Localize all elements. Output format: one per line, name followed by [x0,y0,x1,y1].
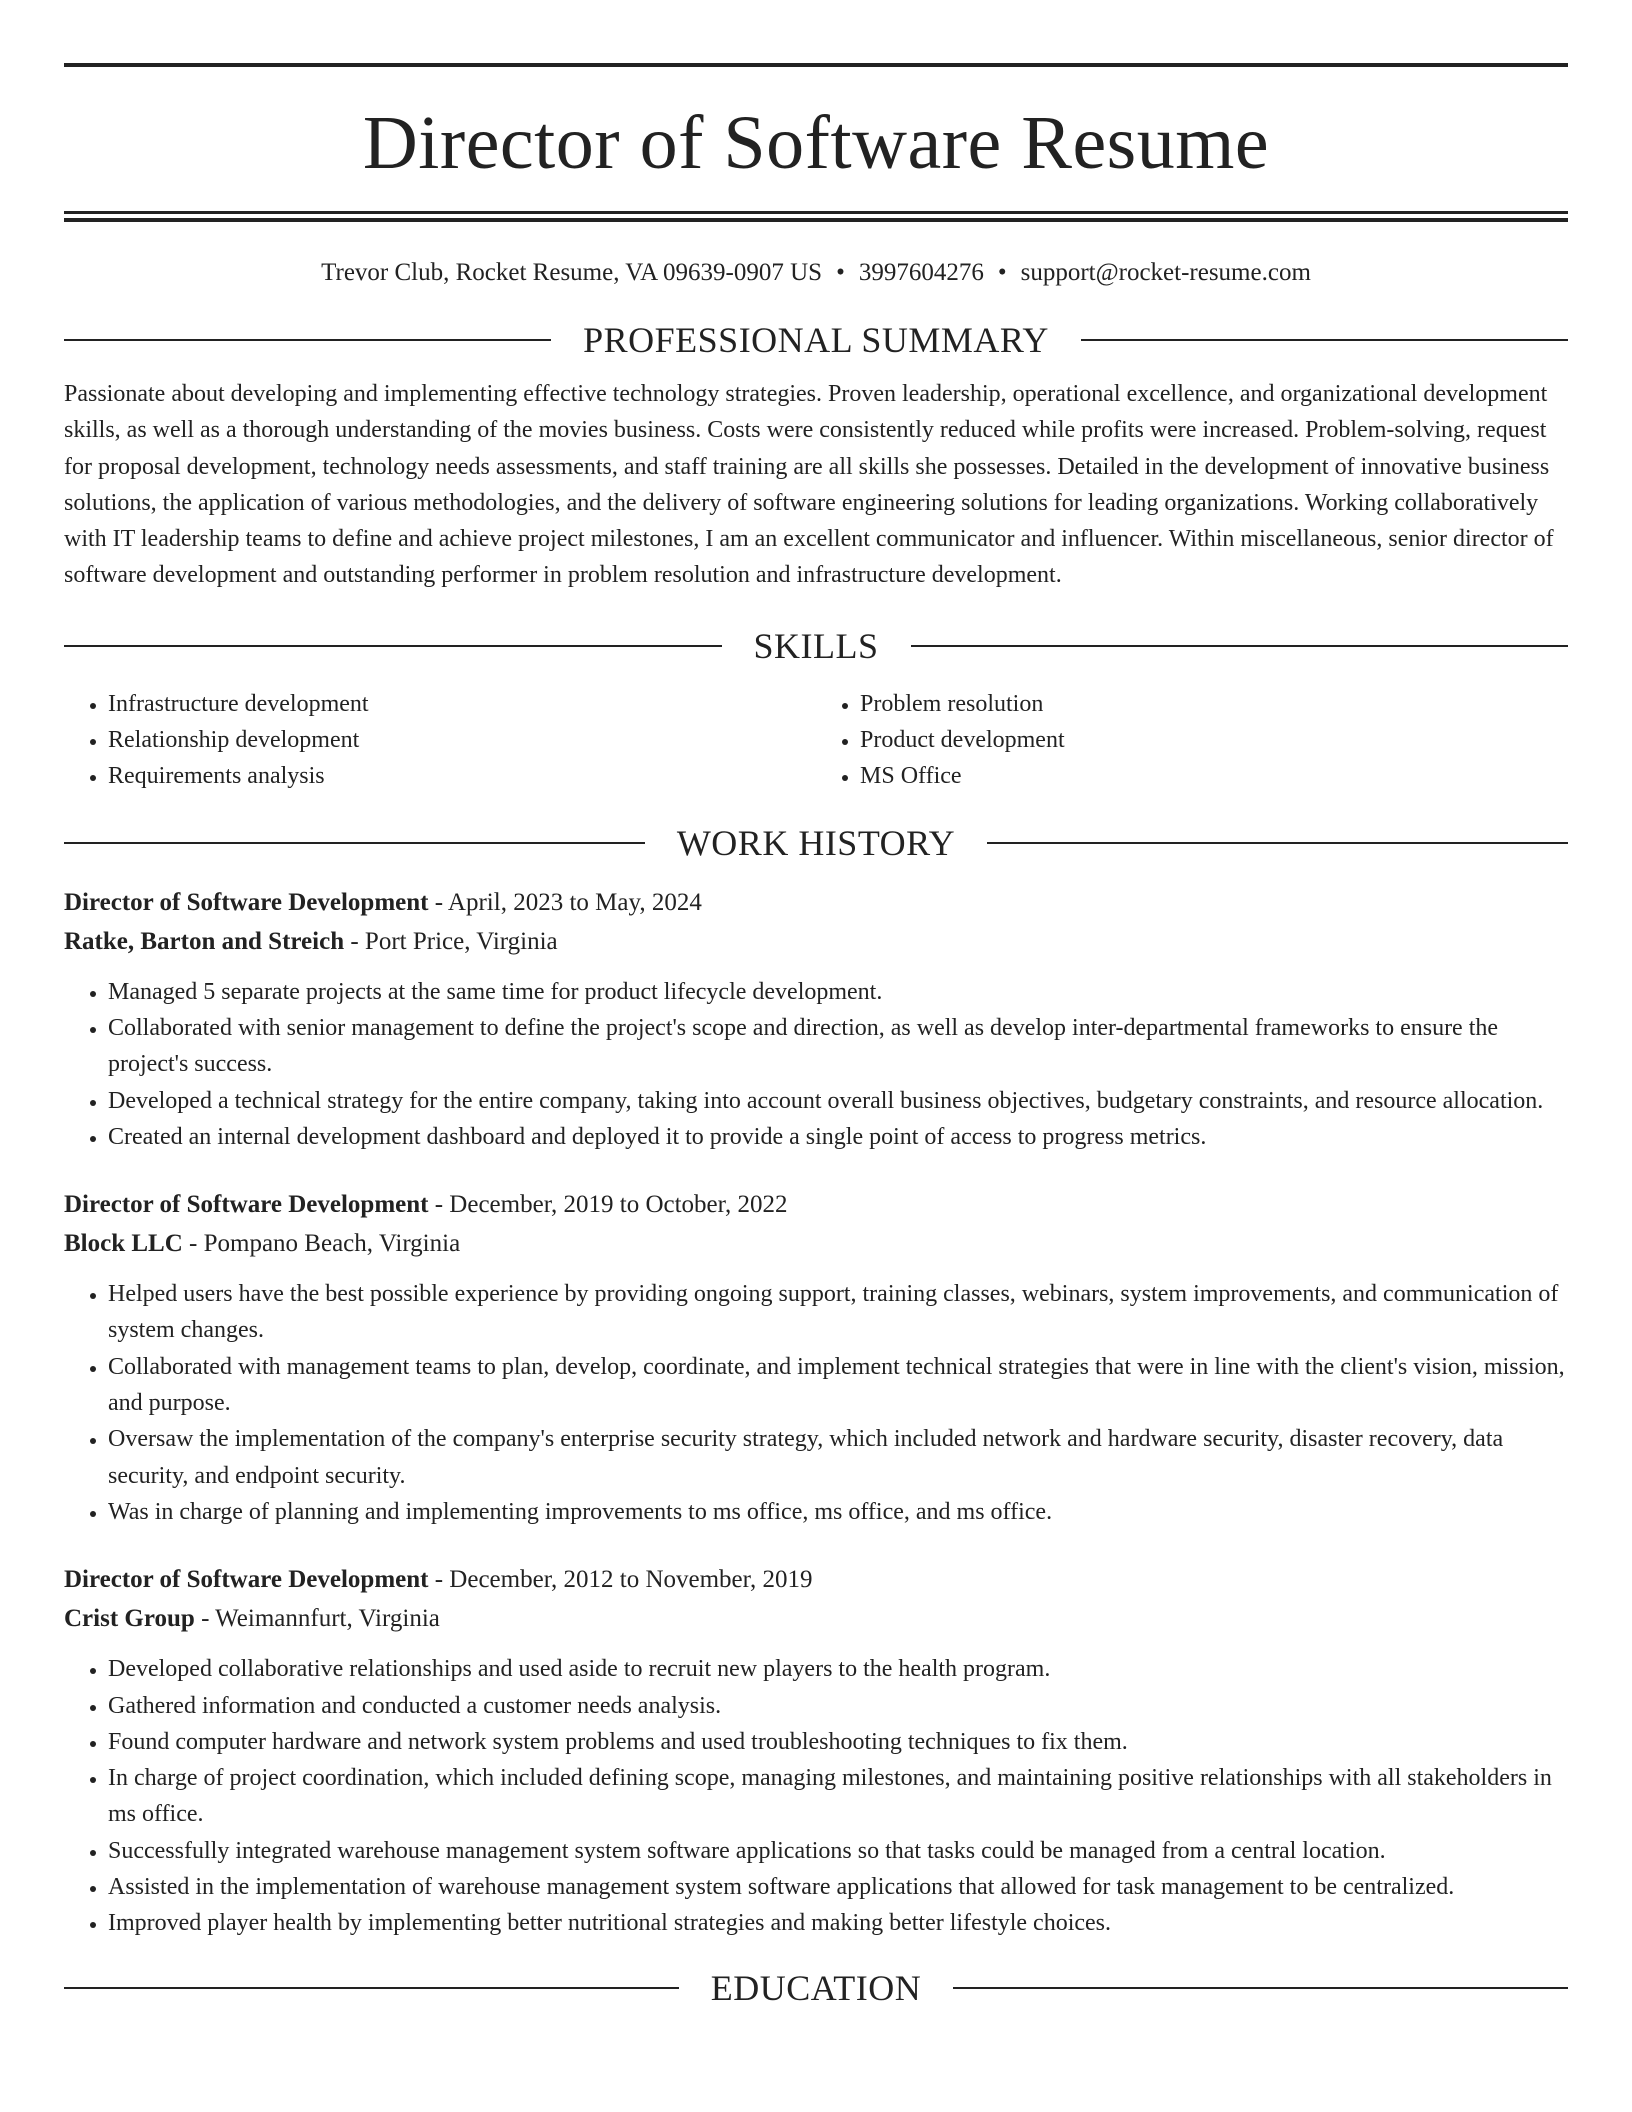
job-company: Block LLC [64,1230,183,1258]
list-item: • In charge of project coordination, which included defining scope, managing milestones, and maintaining positive relationships with all stakeholders in ms office. [108,1760,1568,1833]
section-title: SKILLS [753,625,879,666]
contact-separator: • [997,259,1007,286]
skills-column-right [816,686,1568,795]
title-double-rule [64,211,1568,222]
list-item: • Collaborated with senior management to define the project's scope and direction, as well as develop inter-departmental frameworks to ensure the project's success. [108,1010,1568,1083]
job-bullets [64,1651,1568,1941]
list-item: • Developed collaborative relationships and used aside to recruit new players to the health program. [108,1651,1568,1687]
section-header-summary [64,320,1568,360]
list-item: • Was in charge of planning and implementing improvements to ms office, ms office, and ms office. [108,1494,1568,1530]
job-company-line [64,1224,1568,1263]
list-item: • Gathered information and conducted a customer needs analysis. [108,1688,1568,1724]
section-header-education [64,1968,1568,2008]
job-company-line [64,1599,1568,1638]
job-company-line [64,922,1568,961]
divider [64,1987,679,1989]
contact-address: Trevor Club, Rocket Resume, VA 09639-0907 US [321,259,823,286]
summary-paragraph: Passionate about developing and implementing effective technology strategies. Proven leadership, operational excellence, and organizational development skills, as well as a thorough understanding of the movies business. Costs were consistently reduced while profits were increased. Problem-solving, request for proposal development, technology needs assessments, and staff training are all skills she possesses. Detailed in the development of innovative business solutions, the application of various methodologies, and the delivery of software engineering solutions for leading organizations. Working collaboratively with IT leadership teams to define and achieve project milestones, I am an excellent communicator and influencer. Within miscellaneous, senior director of software development and outstanding performer in problem resolution and infrastructure development. [64,381,1554,589]
job-entry [64,883,1568,1155]
divider [953,1987,1568,1989]
job-location: - Pompano Beach, Virginia [182,1230,461,1258]
list-item: • Oversaw the implementation of the company's enterprise security strategy, which included network and hardware security, disaster recovery, data security, and endpoint security. [108,1421,1568,1494]
job-bullets [64,974,1568,1155]
skill-item: • Relationship development [108,722,816,758]
job-dates: - December, 2012 to November, 2019 [428,1566,813,1594]
list-item: • Improved player health by implementing better nutritional strategies and making better lifestyle choices. [108,1905,1568,1941]
divider [911,645,1569,647]
job-location: - Port Price, Virginia [344,927,558,955]
job-entry [64,1185,1568,1530]
job-company: Ratke, Barton and Streich [64,927,345,955]
divider [1081,339,1568,341]
job-company: Crist Group [64,1605,195,1633]
section-header-work-history [64,823,1568,863]
job-dates: - December, 2019 to October, 2022 [428,1191,788,1219]
divider [64,339,551,341]
list-item: • Developed a technical strategy for the entire company, taking into account overall business objectives, budgetary constraints, and resource allocation. [108,1083,1568,1119]
top-rule [64,63,1568,67]
divider [64,842,645,844]
list-item: • Found computer hardware and network system problems and used troubleshooting techniques to fix them. [108,1724,1568,1760]
section-title: PROFESSIONAL SUMMARY [583,320,1049,360]
list-item: • Managed 5 separate projects at the same time for product lifecycle development. [108,974,1568,1010]
job-bullets [64,1276,1568,1530]
contact-line [64,258,1568,288]
job-title-line [64,1185,1568,1224]
section-title: EDUCATION [710,1967,922,2008]
skill-item: • Problem resolution [860,686,1568,722]
list-item: • Helped users have the best possible experience by providing ongoing support, training classes, webinars, system improvements, and communication of system changes. [108,1276,1568,1349]
skills-list [64,686,1568,795]
list-item: • Collaborated with management teams to plan, develop, coordinate, and implement technical strategies that were in line with the client's vision, mission, and purpose. [108,1349,1568,1422]
skill-item: • Infrastructure development [108,686,816,722]
contact-separator: • [836,259,845,286]
skill-item: • Requirements analysis [108,758,816,794]
job-title: Director of Software Development [64,888,429,916]
skill-item: • MS Office [860,758,1568,794]
job-title-line [64,1560,1568,1599]
job-title: Director of Software Development [64,1191,429,1219]
contact-email: support@rocket-resume.com [1020,259,1311,286]
job-title-line [64,883,1568,922]
divider [987,842,1568,844]
job-location: - Weimannfurt, Virginia [194,1605,440,1633]
skills-column-left [64,686,816,795]
list-item: • Successfully integrated warehouse management system software applications so that tasks could be managed from a central location. [108,1833,1568,1869]
list-item: • Assisted in the implementation of warehouse management system software applications that allowed for task management to be centralized. [108,1869,1568,1905]
section-title: WORK HISTORY [676,822,956,863]
job-entry [64,1560,1568,1941]
job-title: Director of Software Development [64,1566,429,1594]
list-item: • Created an internal development dashboard and deployed it to provide a single point of access to progress metrics. [108,1119,1568,1155]
contact-phone: 3997604276 [858,259,984,286]
divider [64,645,722,647]
job-dates: - April, 2023 to May, 2024 [428,888,702,916]
resume-page [64,0,1568,2008]
page-title: Director of Software Resume [362,101,1270,185]
section-header-skills [64,626,1568,666]
skill-item: • Product development [860,722,1568,758]
